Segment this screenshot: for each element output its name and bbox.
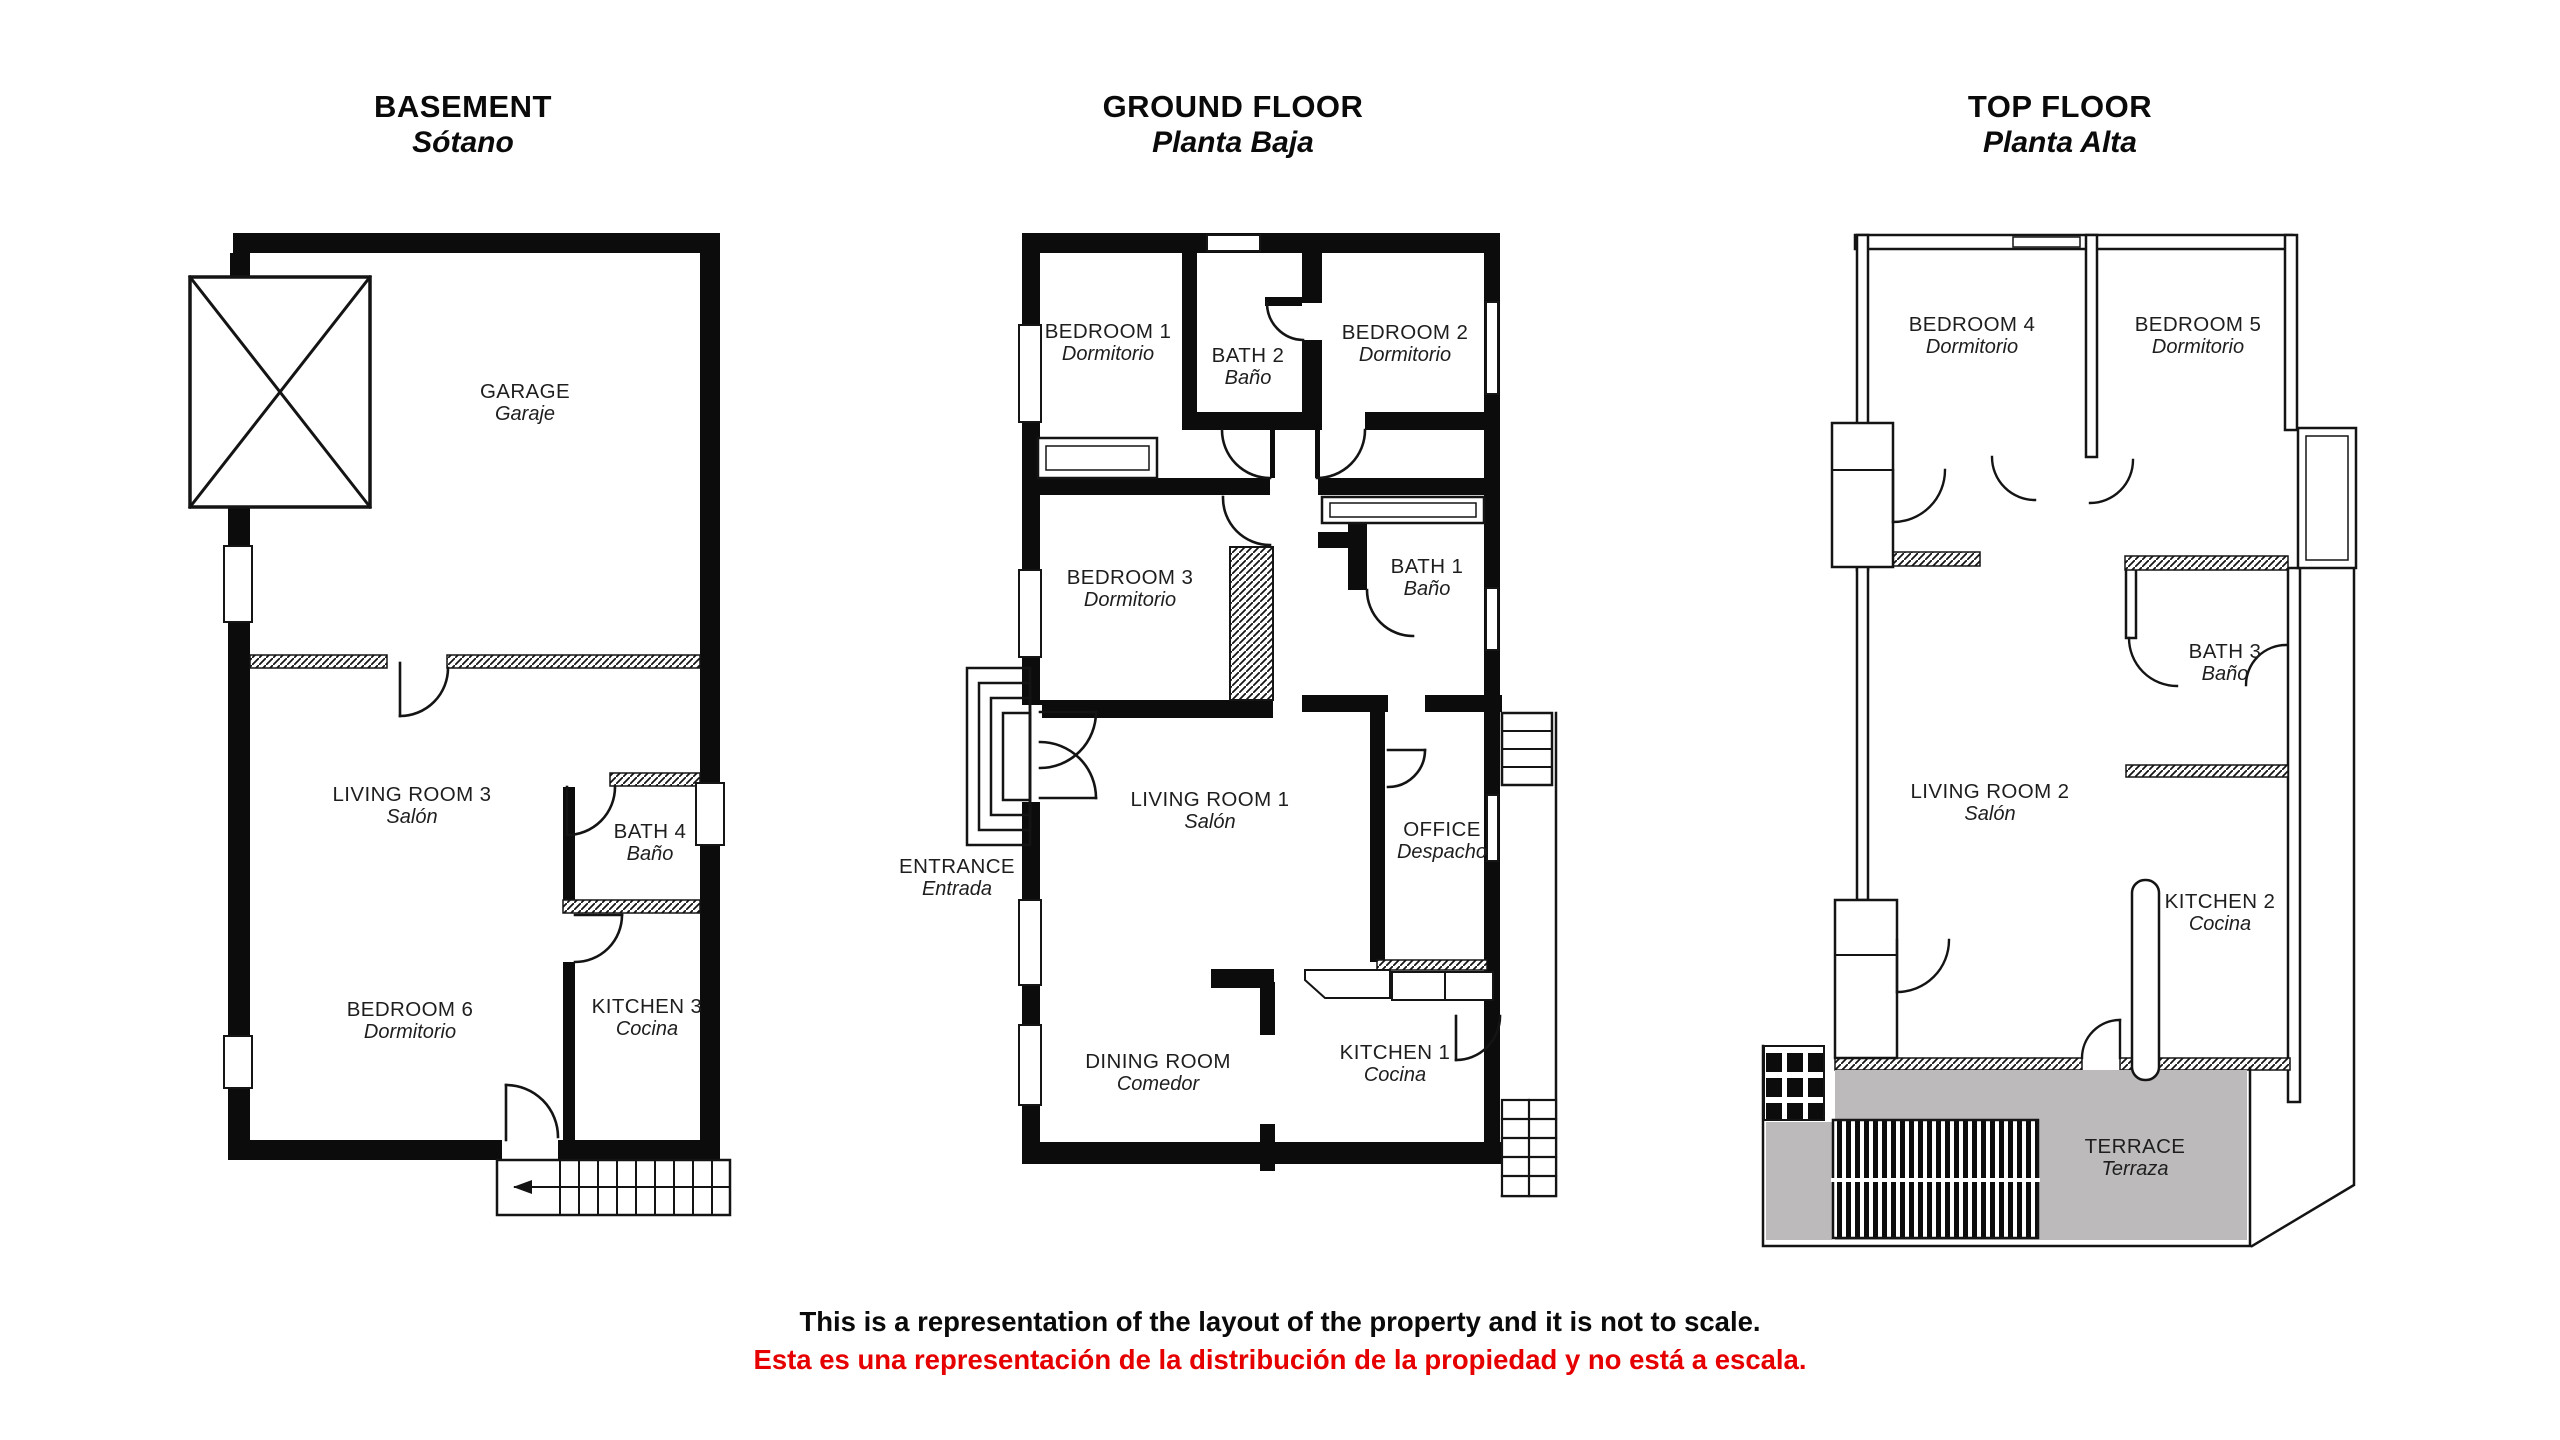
garage-cross-icon: [190, 277, 370, 507]
room-label-kitchen-1: KITCHEN 1 Cocina: [1339, 1041, 1451, 1086]
wardrobe-icon: [1230, 547, 1273, 700]
room-label-bedroom-1: BEDROOM 1 Dormitorio: [1044, 320, 1172, 365]
ground-floor-partitions: [1377, 960, 1487, 970]
room-label-entrance: ENTRANCE Entrada: [899, 855, 1015, 900]
window-icon: [2013, 237, 2080, 247]
room-label-living-room-2: LIVING ROOM 2 Salón: [1910, 780, 2070, 825]
room-label-living-room-3: LIVING ROOM 3 Salón: [332, 783, 492, 828]
basement-title: BASEMENT Sótano: [374, 89, 552, 159]
steps-grid-icon: [1502, 1100, 1556, 1196]
room-label-kitchen-3: KITCHEN 3 Cocina: [591, 995, 703, 1040]
room-label-office: OFFICE Despacho: [1396, 818, 1488, 863]
room-label-dining-room: DINING ROOM Comedor: [1085, 1050, 1231, 1095]
room-label-living-room-1: LIVING ROOM 1 Salón: [1130, 788, 1290, 833]
room-label-bath-4: BATH 4 Baño: [613, 820, 687, 865]
top-floor-walls: [1855, 235, 2356, 1102]
room-label-bedroom-6: BEDROOM 6 Dormitorio: [346, 998, 474, 1043]
basement-floorplan: [190, 233, 730, 1215]
room-label-kitchen-2: KITCHEN 2 Cocina: [2164, 890, 2276, 935]
room-label-bath-2: BATH 2 Baño: [1211, 344, 1285, 389]
steps-grid-icon: [1764, 1046, 1824, 1120]
room-label-garage: GARAGE Garaje: [479, 380, 571, 425]
ground-floor-title: GROUND FLOOR Planta Baja: [1102, 89, 1364, 159]
top-floor-title: TOP FLOOR Planta Alta: [1967, 89, 2153, 159]
room-label-bedroom-5: BEDROOM 5 Dormitorio: [2134, 313, 2262, 358]
basement-exit-gap: [502, 1142, 556, 1158]
top-floor-floorplan: [1763, 235, 2356, 1246]
room-label-bedroom-3: BEDROOM 3 Dormitorio: [1066, 566, 1194, 611]
kitchen-counter-icon: [1305, 970, 1493, 1000]
room-label-bedroom-4: BEDROOM 4 Dormitorio: [1908, 313, 2036, 358]
kitchen-counter-icon: [2132, 880, 2159, 1080]
room-label-bath-3: BATH 3 Baño: [2188, 640, 2262, 685]
door-swing-icon: [1893, 457, 2286, 1058]
room-label-terrace: TERRACE Terraza: [2084, 1135, 2186, 1180]
disclaimer-english: This is a representation of the layout of the property and it is not to scale.: [799, 1306, 1761, 1337]
disclaimer: [0, 1303, 2560, 1379]
disclaimer-spanish: Esta es una representación de la distribución de la propiedad y no está a escala.: [753, 1344, 1807, 1375]
room-label-bath-1: BATH 1 Baño: [1390, 555, 1464, 600]
room-label-bedroom-2: BEDROOM 2 Dormitorio: [1341, 321, 1469, 366]
staircase-icon: [497, 1160, 730, 1215]
